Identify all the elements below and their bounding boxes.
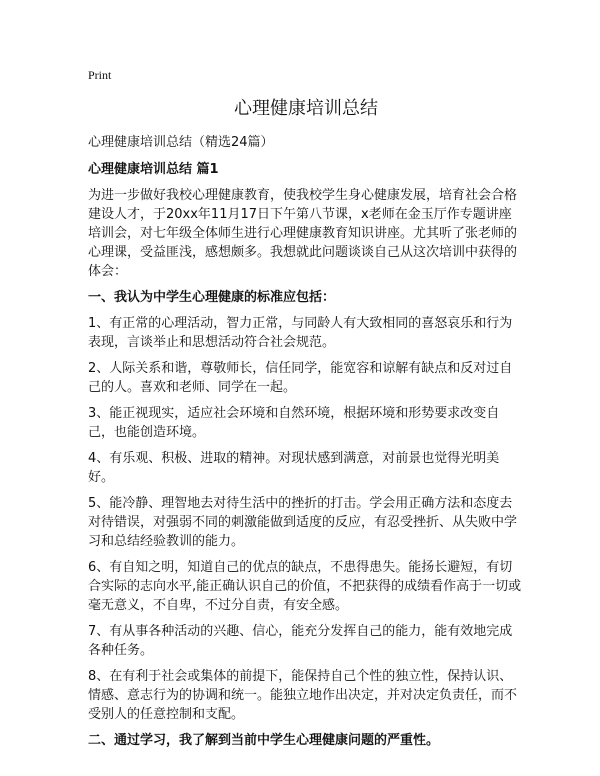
print-link[interactable]: Print bbox=[88, 68, 112, 82]
article-heading: 心理健康培训总结 篇1 bbox=[88, 162, 219, 177]
section-heading-1: 一、我认为中学生心理健康的标准应包括： bbox=[88, 290, 336, 305]
list-item: 6、有自知之明，知道自己的优点的缺点，不患得患失。能扬长避短，有切合实际的志向水平,能正确认识自己的价值，不把获得的成绩看作高于一切或毫无意义，不自卑，不过分自责，有安全感。 bbox=[88, 560, 522, 613]
page-title: 心理健康培训总结 bbox=[234, 98, 378, 119]
list-item: 4、有乐观、积极、进取的精神。对现状感到满意，对前景也觉得光明美好。 bbox=[88, 451, 500, 485]
list-item: 2、人际关系和谐，尊敬师长，信任同学，能宽容和谅解有缺点和反对过自己的人。喜欢和老师、同学在一起。 bbox=[88, 361, 513, 395]
intro-paragraph: 为进一步做好我校心理健康教育，使我校学生身心健康发展，培育社会合格建设人才，于20xx年11月17日下午第八节课，x老师在金玉厅作专题讲座培训会，对七年级全体师生进行心理健康教育知识讲座。尤其听了张老师的心理课，受益匪浅，感想颇多。我想就此问题谈谈自己从这次培训中获得的体会： bbox=[88, 188, 518, 279]
list-item: 5、能冷静、理智地去对待生活中的挫折的打击。学会用正确方法和态度去对待错误，对强弱不同的刺激能做到适度的反应，有忍受挫折、从失败中学习和总结经验教训的能力。 bbox=[88, 496, 518, 549]
list-item: 7、有从事各种活动的兴趣、信心，能充分发挥自己的能力，能有效地完成各种任务。 bbox=[88, 624, 513, 658]
list-item: 1、有正常的心理活动，智力正常，与同龄人有大致相同的喜怒哀乐和行为表现，言谈举止和思想活动符合社会规范。 bbox=[88, 316, 513, 350]
document-page bbox=[88, 68, 524, 757]
list-item: 3、能正视现实，适应社会环境和自然环境，根据环境和形势要求改变自己，也能创造环境。 bbox=[88, 406, 500, 440]
section-heading-2: 二、通过学习，我了解到当前中学生心理健康问题的严重性。 bbox=[88, 733, 440, 748]
list-item: 8、在有利于社会或集体的前提下，能保持自己个性的独立性，保持认识、情感、意志行为的协调和统一。能独立地作出决定，并对决定负责任，而不受别人的任意控制和支配。 bbox=[88, 669, 518, 722]
subtitle: 心理健康培训总结（精选24篇） bbox=[88, 135, 274, 150]
